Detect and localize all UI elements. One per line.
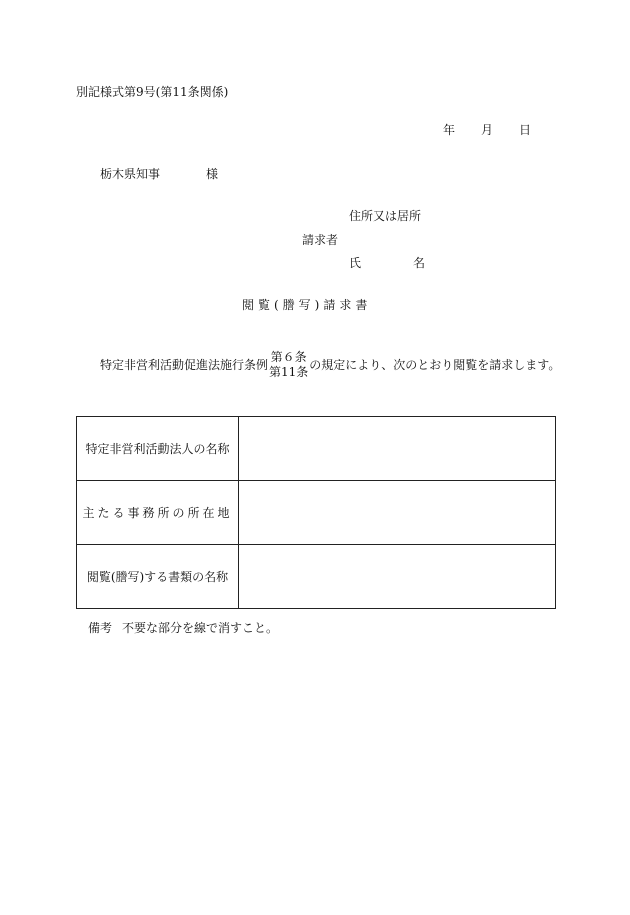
request-details-table: [76, 416, 556, 609]
addressee-name: 栃木県知事: [100, 167, 161, 181]
date-month-label: 月: [481, 123, 494, 137]
table-row: [77, 481, 556, 545]
corporation-name-label: 特定非営利活動法人の名称: [77, 417, 239, 481]
requester-name-label: [349, 257, 425, 269]
form-number: 別記様式第9号(第11条関係): [76, 85, 229, 99]
article-choice: [269, 350, 308, 380]
remarks-label: 備考: [88, 621, 113, 635]
document-name-label: 閲覧(謄写)する書類の名称: [77, 545, 239, 609]
name-label-second: 名: [413, 256, 426, 270]
statement-suffix: の規定により、次のとおり閲覧を請求します。: [309, 358, 561, 372]
date-day-label: 日: [519, 123, 532, 137]
office-location-label: 主たる事務所の所在地: [77, 481, 239, 545]
requester-address-label: 住所又は居所: [349, 209, 422, 223]
table-row: [77, 545, 556, 609]
office-location-field[interactable]: [239, 481, 556, 545]
requester-label: 請求者: [302, 233, 339, 247]
request-statement: [100, 350, 560, 380]
date-year-label: 年: [443, 123, 456, 137]
addressee-honorific: 様: [206, 167, 219, 181]
remarks-text: 不要な部分を線で消すこと。: [122, 621, 279, 635]
document-title: 閲覧(謄写)請求書: [242, 298, 372, 312]
article-option-6: 第６条: [270, 350, 307, 364]
document-name-field[interactable]: [239, 545, 556, 609]
article-option-11: 第11条: [269, 365, 309, 379]
corporation-name-field[interactable]: [239, 417, 556, 481]
statement-prefix: 特定非営利活動促進法施行条例: [100, 358, 269, 372]
table-row: [77, 417, 556, 481]
addressee: [100, 168, 218, 180]
remarks: [88, 622, 278, 634]
date-fields: [443, 124, 531, 136]
name-label-first: 氏: [349, 256, 362, 270]
